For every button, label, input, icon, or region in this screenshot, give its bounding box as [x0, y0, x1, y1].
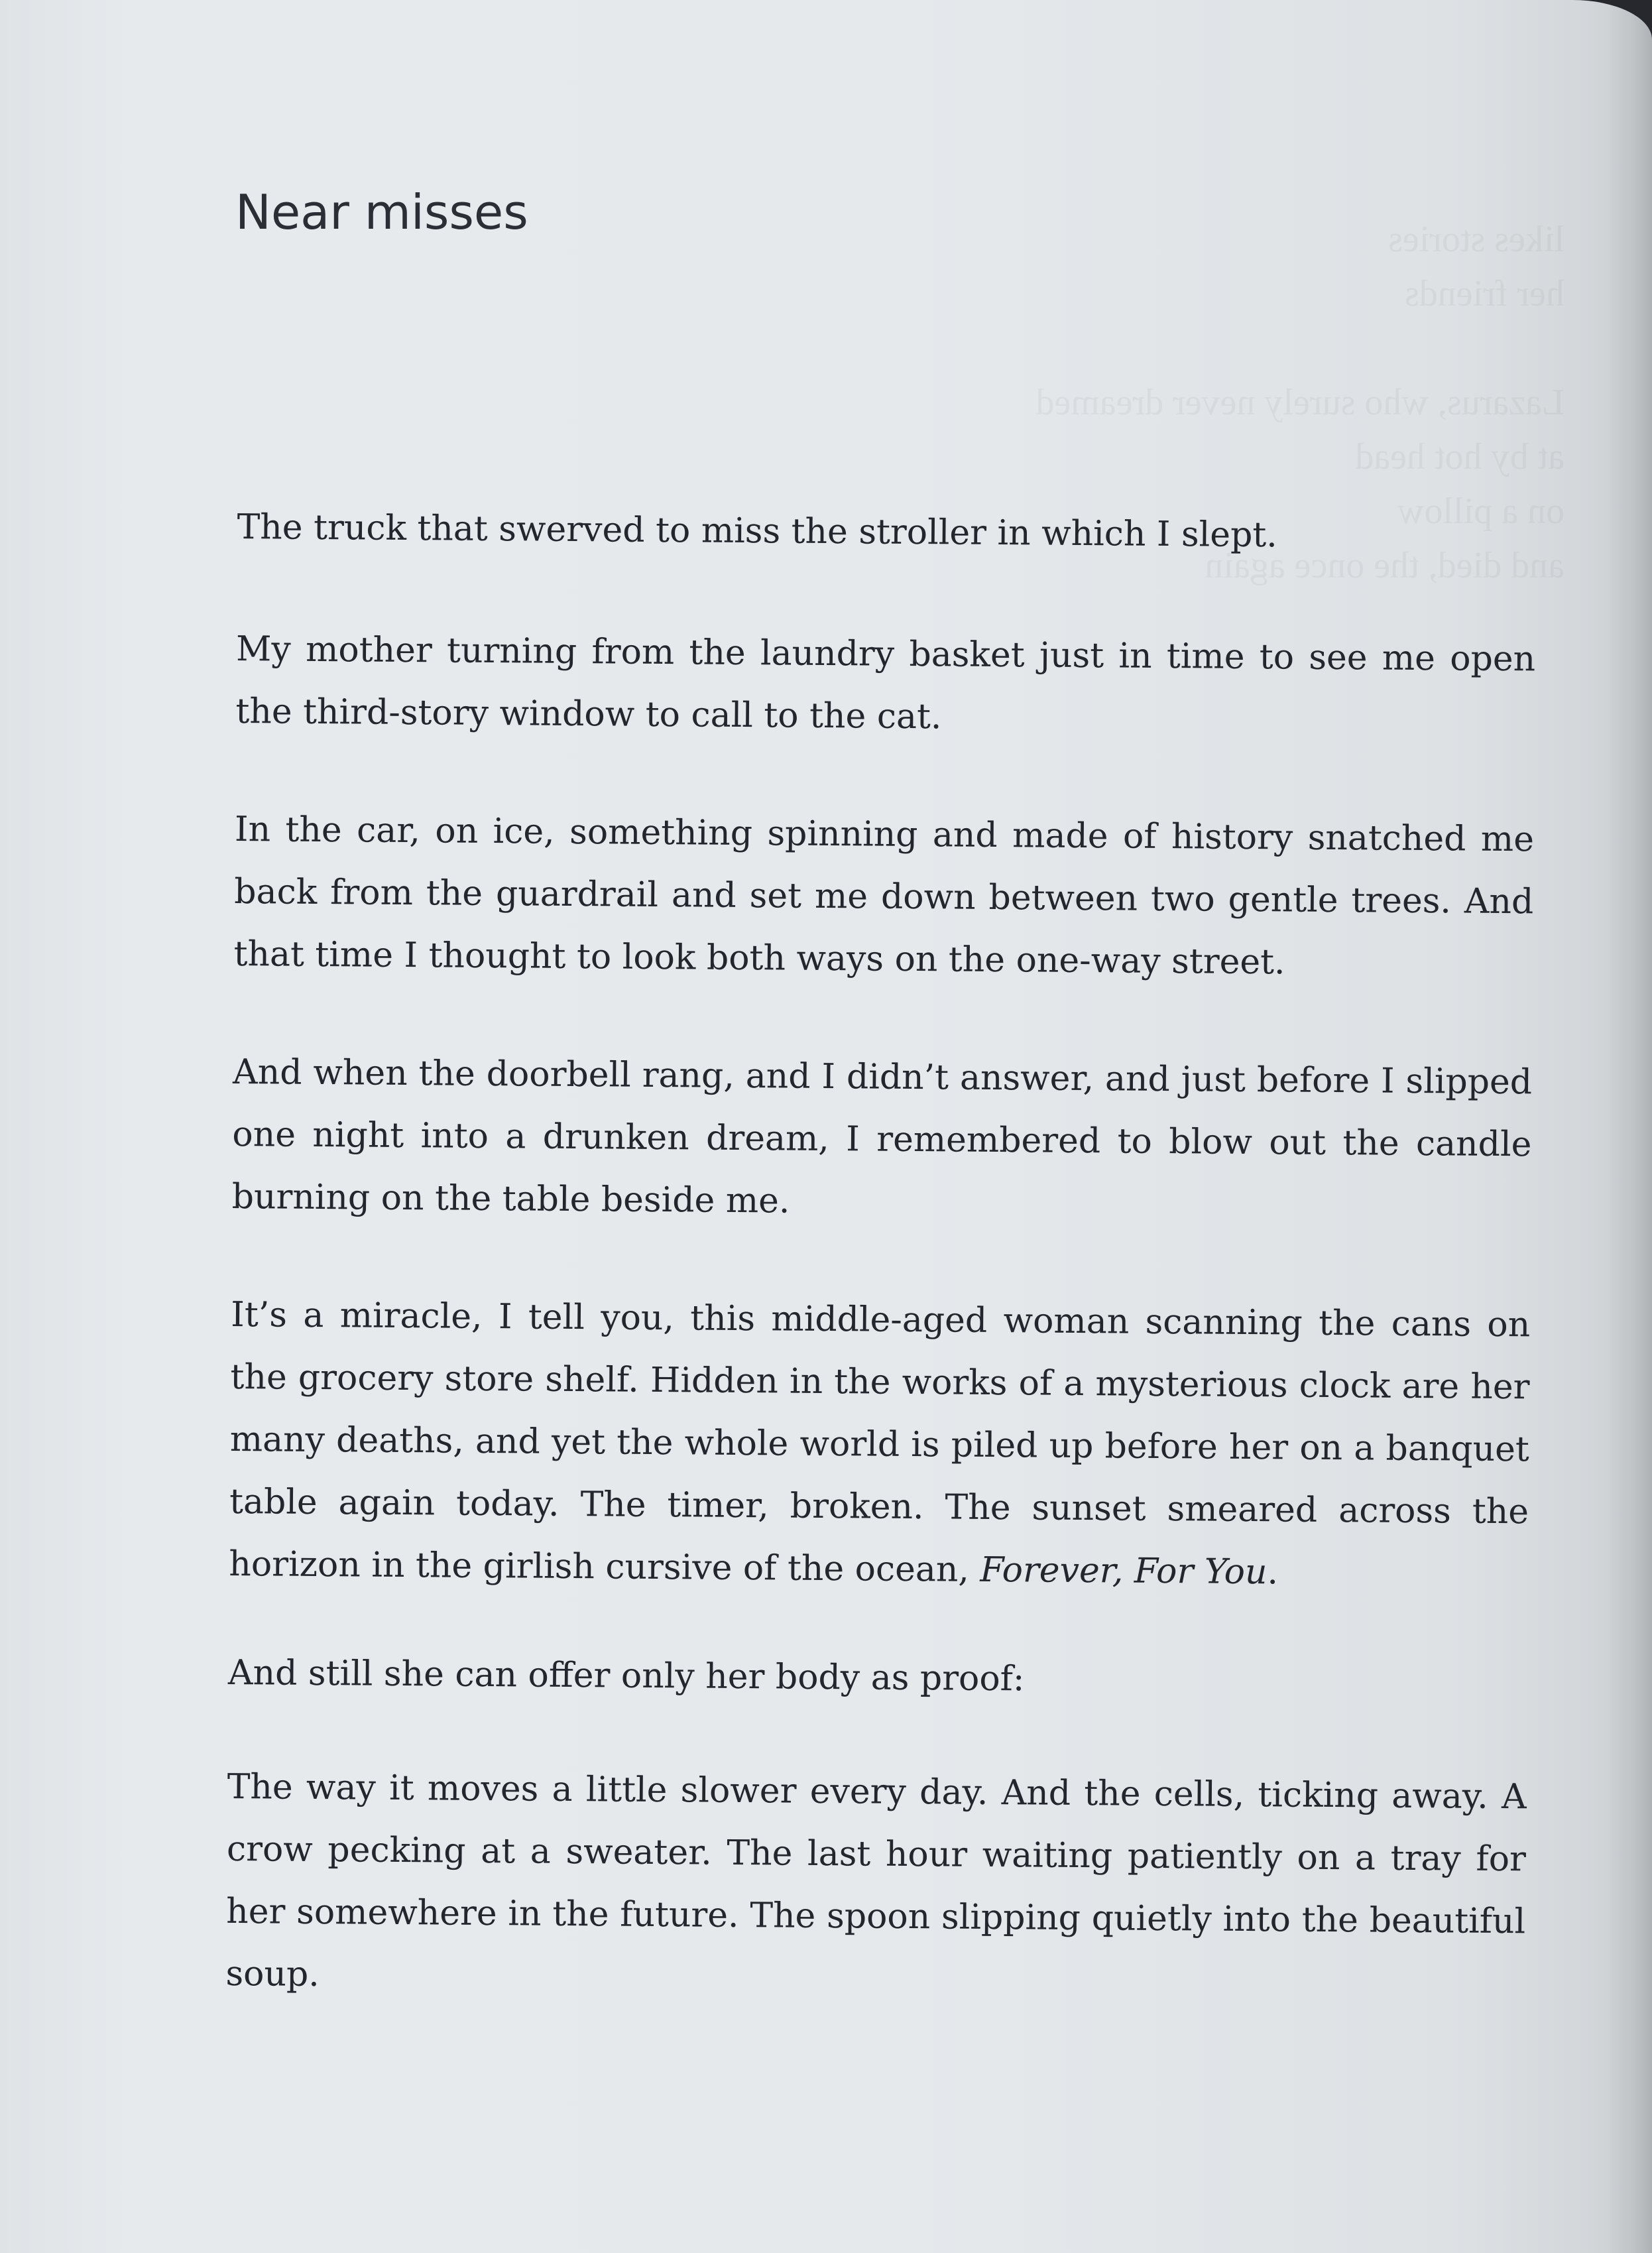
show-through-text: likes stories her friends Lazarus, who surely never dreamed at by hot head on a pillow and died, the once again: [1035, 219, 1564, 586]
stanza-5-end: .: [1267, 1552, 1279, 1593]
stanza-5-text: It’s a miracle, I tell you, this middle-aged woman scanning the cans on the grocery store shelf. Hidden in the works of a mysterious clock are her many deaths, and yet the whole world is piled up before her on a banquet table again today. The timer, broken. The sunset smeared across the horizon in the girlish cursive of the ocean,: [229, 1294, 1531, 1590]
poem-body: [225, 496, 1536, 2071]
stanza-5: [229, 1284, 1531, 1605]
stanza-4: And when the doorbell rang, and I didn’t answer, and just before I slipped one night into a drunken dream, I remembered to blow out the candle burning on the table beside me.: [231, 1052, 1533, 1221]
stanza-1: The truck that swerved to miss the stroller in which I slept.: [237, 507, 1278, 556]
stanza-5-italic: Forever, For You: [980, 1550, 1268, 1593]
page-edge-shadow: [1606, 0, 1652, 2253]
stanza-7: The way it moves a little slower every day. And the cells, ticking away. A crow pecking at a sweater. The last hour waiting patiently on a tray for her somewhere in the future. The spoon slipping quietly into the beautiful soup.: [225, 1766, 1527, 1995]
poem-title: Near misses: [235, 184, 528, 240]
stanza-3: In the car, on ice, something spinning and made of history snatched me back from the guardrail and set me down between two gentle trees. And that time I thought to look both ways on the one-way street.: [233, 809, 1535, 983]
stanza-2: My mother turning from the laundry basket just in time to see me open the third-story window to call to the cat.: [235, 629, 1536, 737]
stanza-6: And still she can offer only her body as proof:: [227, 1652, 1025, 1699]
